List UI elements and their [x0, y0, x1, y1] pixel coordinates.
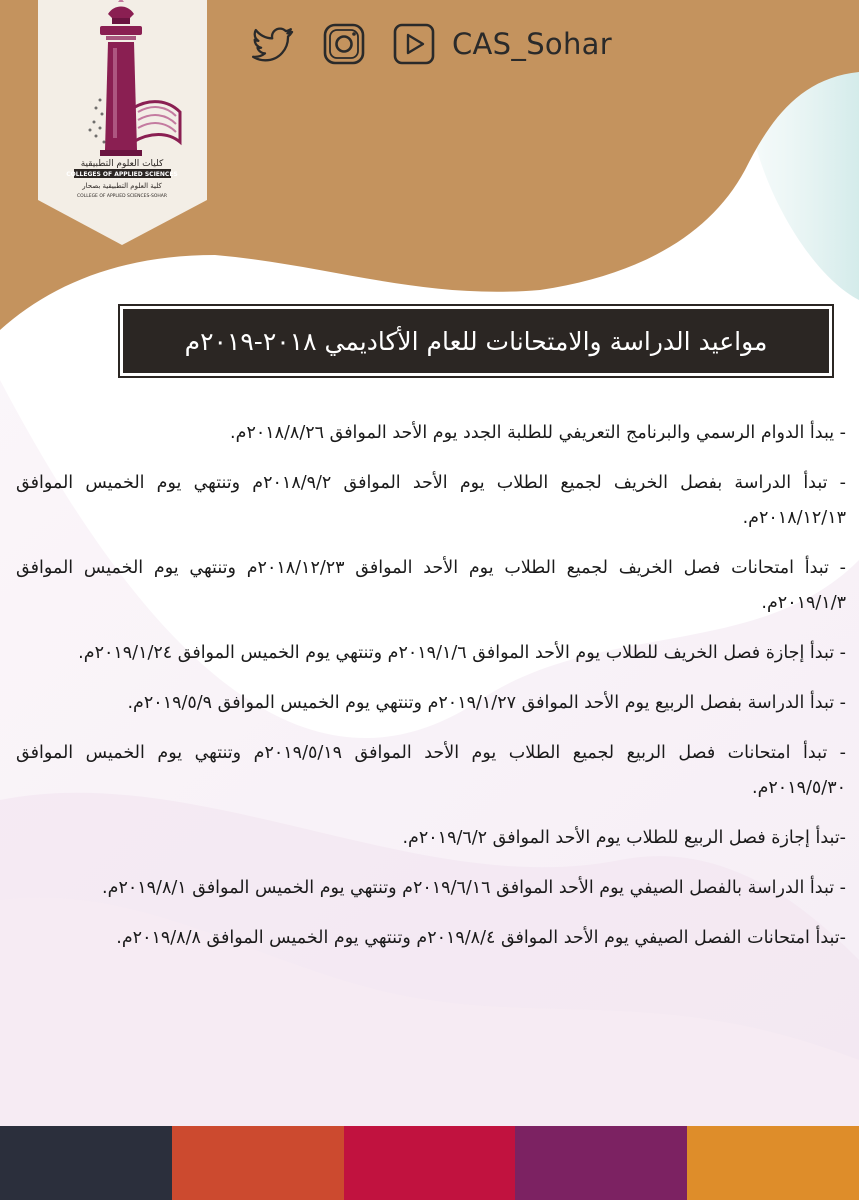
- stripe-orange: [687, 1126, 859, 1200]
- svg-text:COLLEGES OF APPLIED SCIENCES: COLLEGES OF APPLIED SCIENCES: [66, 171, 178, 178]
- schedule-item: - يبدأ الدوام الرسمي والبرنامج التعريفي للطلبة الجدد يوم الأحد الموافق ٢٠١٨/٨/٢٦م.: [230, 423, 846, 443]
- social-media-bar: [250, 18, 612, 70]
- svg-text:كلية العلوم التطبيقية بصحار: كلية العلوم التطبيقية بصحار: [82, 182, 162, 190]
- schedule-item: - تبدأ امتحانات فصل الخريف لجميع الطلاب يوم الأحد الموافق ٢٠١٨/١٢/٢٣م وتنتهي يوم الخميس الموافق ٢٠١٩/١/٣م.: [16, 558, 846, 613]
- stripe-navy: [0, 1126, 172, 1200]
- schedule-item: - تبدأ الدراسة بفصل الربيع يوم الأحد الموافق ٢٠١٩/١/٢٧م وتنتهي يوم الخميس الموافق ٢٠١٩/٥/٩م.: [127, 693, 846, 713]
- schedule-item: - تبدأ الدراسة بفصل الخريف لجميع الطلاب يوم الأحد الموافق ٢٠١٨/٩/٢م وتنتهي يوم الخميس الموافق ٢٠١٨/١٢/١٣م.: [16, 473, 846, 528]
- svg-text:كليات العلوم التطبيقية: كليات العلوم التطبيقية: [80, 159, 164, 169]
- youtube-icon[interactable]: [390, 20, 438, 68]
- social-handle[interactable]: CAS_Sohar: [452, 27, 612, 61]
- college-logo: [38, 0, 207, 245]
- stripe-orange-red: [172, 1126, 344, 1200]
- schedule-item: - تبدأ إجازة فصل الخريف للطلاب يوم الأحد الموافق ٢٠١٩/١/٦م وتنتهي يوم الخميس الموافق ٢٠١٩/١/٢٤م.: [78, 643, 846, 663]
- stripe-crimson: [344, 1126, 516, 1200]
- schedule-item: -تبدأ إجازة فصل الربيع للطلاب يوم الأحد الموافق ٢٠١٩/٦/٢م.: [402, 828, 846, 848]
- footer-color-stripes: [0, 1126, 859, 1200]
- svg-text:COLLEGE OF APPLIED SCIENCES-SO: COLLEGE OF APPLIED SCIENCES-SOHAR: [77, 194, 167, 199]
- instagram-icon[interactable]: [320, 20, 368, 68]
- twitter-icon[interactable]: [250, 20, 298, 68]
- schedule-item: - تبدأ الدراسة بالفصل الصيفي يوم الأحد الموافق ٢٠١٩/٦/١٦م وتنتهي يوم الخميس الموافق ٢٠١٩/٨/١م.: [102, 878, 846, 898]
- schedule-item: -تبدأ امتحانات الفصل الصيفي يوم الأحد الموافق ٢٠١٩/٨/٤م وتنتهي يوم الخميس الموافق ٢٠١٩/٨/٨م.: [116, 928, 846, 948]
- page-title: مواعيد الدراسة والامتحانات للعام الأكاديمي ٢٠١٨-٢٠١٩م: [184, 326, 768, 356]
- schedule-list: [16, 416, 846, 971]
- schedule-item: - تبدأ امتحانات فصل الربيع لجميع الطلاب يوم الأحد الموافق ٢٠١٩/٥/١٩م وتنتهي يوم الخميس الموافق ٢٠١٩/٥/٣٠م.: [16, 743, 846, 798]
- stripe-purple: [515, 1126, 687, 1200]
- page-title-banner: [120, 306, 832, 376]
